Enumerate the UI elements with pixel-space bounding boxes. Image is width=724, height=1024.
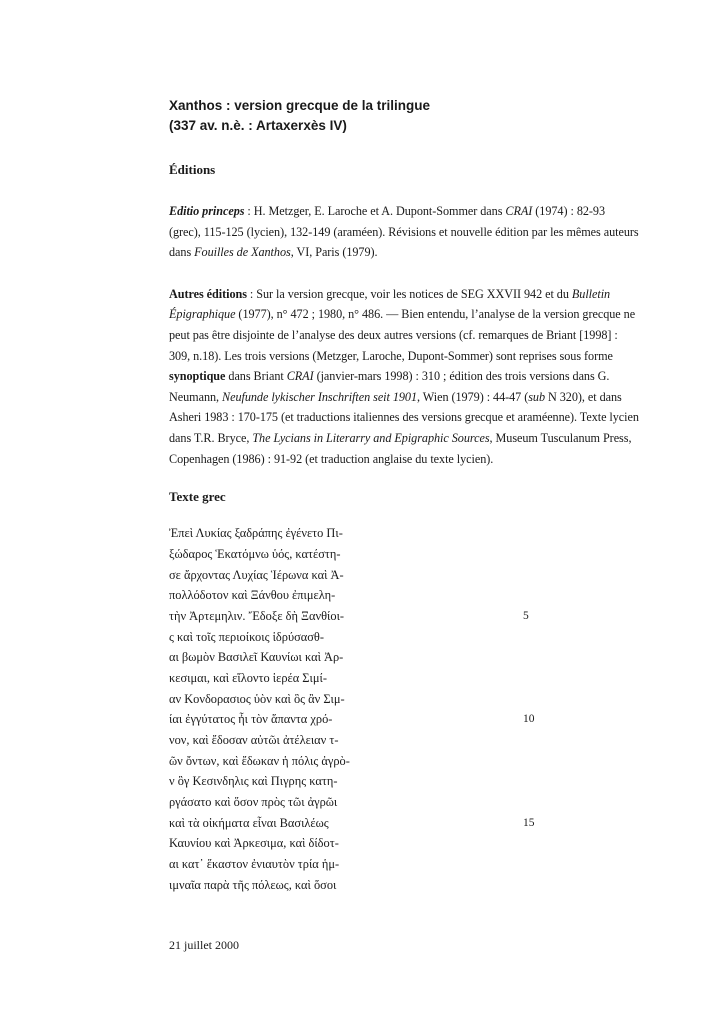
greek-line-text: τὴν Ἀρτεμηλιν. Ἔδοξε δὴ Ξανθίοι- bbox=[169, 608, 345, 623]
greek-line-text: αι κατ᾽ ἕκαστον ἐνιαυτὸν τρία ἡμ- bbox=[169, 857, 340, 872]
greek-line-text: αν Κονδορασιος ὑὸν καὶ ὃς ἂν Σιμ- bbox=[169, 691, 345, 706]
greek-line bbox=[169, 565, 374, 586]
greek-line-text: ίαι ἐγγύτατος ἦι τὸν ἅπαντα χρό- bbox=[169, 712, 333, 727]
editio-princeps-label: Editio princeps bbox=[169, 204, 245, 218]
line-number: 10 bbox=[523, 713, 535, 726]
greek-line-text: κεσιμαι, καὶ εἵλοντο ἱερέα Σιμί- bbox=[169, 670, 327, 685]
document-title bbox=[169, 96, 639, 136]
neufunde-title: Neufunde lykischer Inschriften seit 1901 bbox=[222, 389, 418, 404]
greek-line bbox=[169, 544, 374, 565]
footer-date: 21 juillet 2000 bbox=[169, 938, 239, 952]
autres-text-7: , Museum Tusculanum Press, Copenhagen (1986) : 91-92 (et traduction anglaise du texte lycien). bbox=[169, 430, 632, 466]
greek-line bbox=[169, 689, 374, 710]
greek-line bbox=[169, 875, 374, 896]
greek-line-text: Ἐπεὶ Λυκίας ξαδράπης ἐγένετο Πι- bbox=[169, 526, 343, 541]
greek-line bbox=[169, 730, 374, 751]
greek-line-text: καὶ τὰ οἰκήματα εἶναι Βασιλέως bbox=[169, 815, 329, 830]
greek-text-block bbox=[169, 523, 639, 895]
greek-line bbox=[169, 709, 535, 730]
autres-text-5: , Wien (1979) : 44-47 ( bbox=[417, 389, 529, 404]
greek-line-text: σε ἄρχοντας Λυχίας Ἱέρωνα καὶ Ἀ- bbox=[169, 567, 344, 582]
editio-princeps-text-3: , VI, Paris (1979). bbox=[290, 245, 378, 260]
autres-text-4: (janvier-mars 1998) : 310 ; édition des trois versions dans G. Neumann, bbox=[169, 369, 610, 404]
greek-line bbox=[169, 523, 374, 544]
autres-text-3: dans Briant bbox=[225, 369, 287, 384]
title-line-1: Xanthos : version grecque de la trilingue bbox=[169, 98, 431, 113]
crai-title: CRAI bbox=[505, 204, 533, 218]
greek-line bbox=[169, 771, 374, 792]
greek-line-text: πολλόδοτον καὶ Ξάνθου ἐπιμελη- bbox=[169, 588, 336, 603]
autres-text-2: (1977), n° 472 ; 1980, n° 486. — Bien entendu, l’analyse de la version grecque ne peut pas être disjointe de l’analyse des deux autres versions (cf. remarques de Briant [1998] : 309, n.18). Les trois versions (Metzger, Laroche, Dupont-Sommer) sont reprises sous forme bbox=[169, 307, 636, 363]
synoptique-word: synoptique bbox=[169, 369, 226, 384]
greek-line-text: ν ὃγ Κεσινδηλις καὶ Πιγρης κατη- bbox=[169, 774, 338, 789]
greek-line-text: ς καὶ τοῖς περιοίκοις ἱδρύσασθ- bbox=[169, 629, 324, 644]
texte-grec-heading: Texte grec bbox=[169, 489, 226, 505]
line-number: 5 bbox=[523, 609, 529, 622]
greek-line bbox=[169, 792, 374, 813]
greek-line-text: ιμναῖα παρὰ τῆς πόλεως, καὶ ὅσοι bbox=[169, 877, 337, 892]
editio-princeps-text-1: : H. Metzger, E. Laroche et A. Dupont-Sommer dans bbox=[244, 204, 506, 218]
editio-princeps-paragraph bbox=[169, 201, 639, 263]
greek-line bbox=[169, 647, 374, 668]
title-line-2: (337 av. n.è. : Artaxerxès IV) bbox=[169, 118, 347, 133]
greek-line-text: ῶν ὄντων, καὶ ἔδωκαν ἡ πόλις ἀγρὸ- bbox=[169, 753, 350, 768]
document-page bbox=[169, 96, 639, 896]
fouilles-title: Fouilles de Xanthos bbox=[194, 245, 291, 260]
greek-line bbox=[169, 854, 374, 875]
editio-princeps-text-2: (1974) : 82-93 (grec), 115-125 (lycien), 132-149 (araméen). Révisions et nouvelle édition par les mêmes auteurs dans bbox=[169, 204, 639, 260]
greek-line-text: αι βωμὸν Βασιλεῖ Καυνίωι καὶ Ἀρ- bbox=[169, 650, 344, 665]
autres-editions-paragraph bbox=[169, 284, 639, 469]
greek-line bbox=[169, 606, 529, 627]
sub-word: sub bbox=[528, 389, 545, 404]
greek-line bbox=[169, 668, 374, 689]
greek-line-text: ξώδαρος Ἑκατόμνω ὑός, κατέστη- bbox=[169, 546, 341, 561]
autres-editions-label: Autres éditions bbox=[169, 286, 247, 301]
greek-line bbox=[169, 585, 374, 606]
editions-heading: Éditions bbox=[169, 162, 216, 177]
autres-text-6: N 320), et dans Asheri 1983 : 170-175 (et traductions italiennes des versions grecque et araméenne). Texte lycien dans T.R. Bryce, bbox=[169, 389, 639, 445]
bulletin-title: Bulletin Épigraphique bbox=[169, 286, 611, 322]
greek-line bbox=[169, 813, 535, 834]
greek-line-text: Καυνίου καὶ Ἀρκεσιμα, καὶ δίδοτ- bbox=[169, 836, 339, 851]
greek-line bbox=[169, 833, 374, 854]
lycians-title: The Lycians in Literarry and Epigraphic Sources bbox=[252, 430, 490, 445]
greek-line bbox=[169, 751, 374, 772]
crai-title-2: CRAI bbox=[286, 369, 314, 384]
line-number: 15 bbox=[523, 816, 535, 829]
greek-line-text: νον, καὶ ἔδοσαν αὐτῶι ἀτέλειαν τ- bbox=[169, 733, 339, 747]
autres-text-1: : Sur la version grecque, voir les notices de SEG XXVII 942 et du bbox=[246, 286, 572, 301]
greek-line bbox=[169, 627, 374, 648]
greek-line-text: ργάσατο καὶ ὅσον πρὸς τῶι ἀγρῶι bbox=[169, 795, 338, 810]
